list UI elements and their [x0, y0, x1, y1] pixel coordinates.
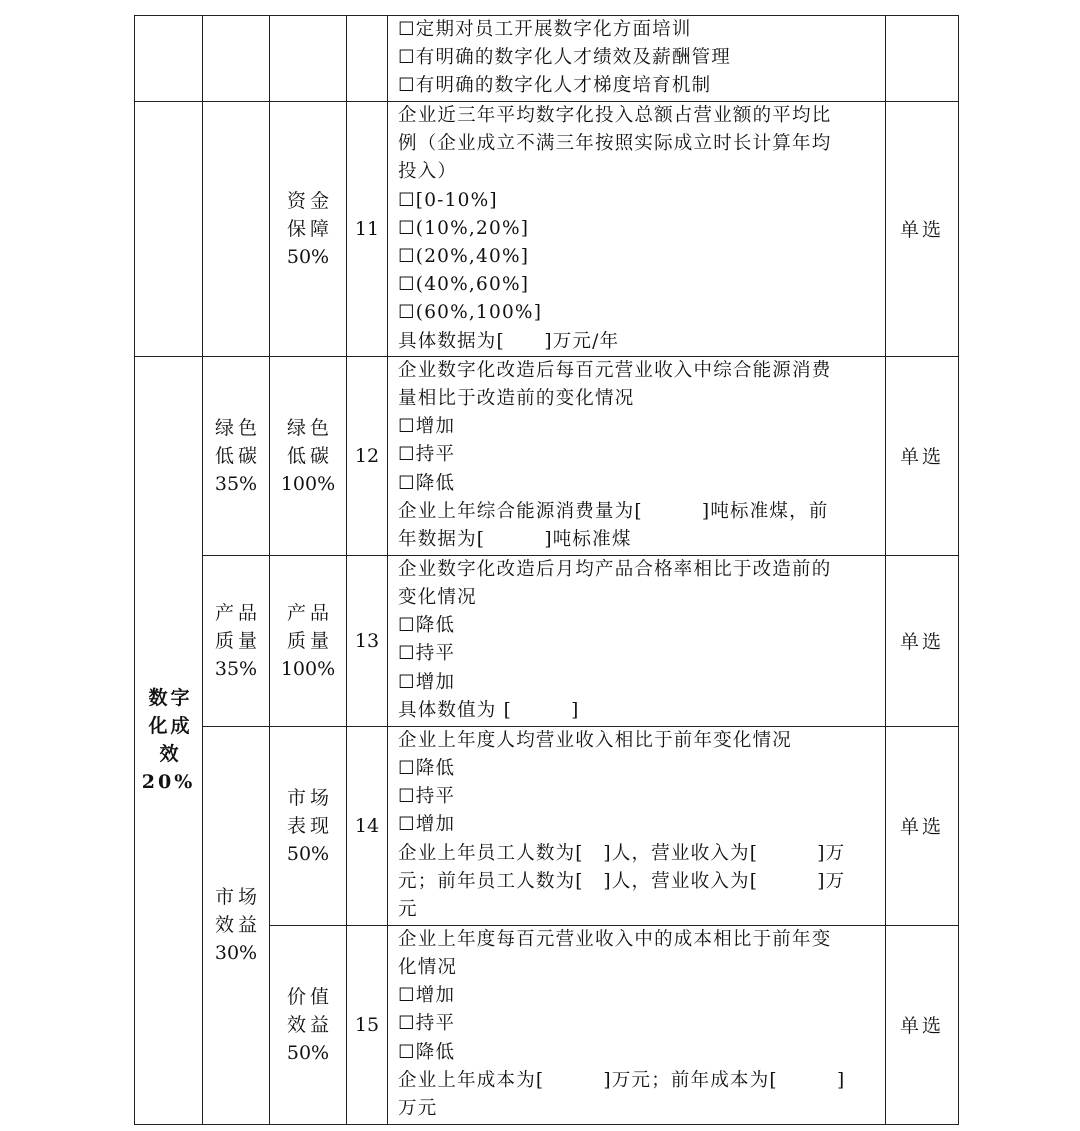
- item-weight: 50%: [286, 1041, 330, 1064]
- option-line: ☐有明确的数字化人才梯度培育机制: [398, 75, 712, 97]
- fill-in-line: 万元: [398, 1098, 438, 1120]
- category-cell-previous: [203, 16, 270, 102]
- option-line: ☐增加: [398, 416, 456, 438]
- question-text: 企业上年度每百元营业收入中的成本相比于前年变: [398, 928, 832, 950]
- option-line: ☐增加: [398, 671, 456, 693]
- item-name-part: 市场: [286, 786, 333, 809]
- category-name-part: 绿色: [214, 416, 261, 439]
- item-weight: 100%: [280, 657, 336, 680]
- option-line: ☐增加: [398, 985, 456, 1007]
- option-line: ☐定期对员工开展数字化方面培训: [398, 19, 692, 40]
- item-name-part: 保障: [286, 217, 333, 240]
- item-cell-15: [270, 925, 347, 1124]
- type-cell-previous: [886, 16, 959, 102]
- fill-in-line: 年数据为[ ]吨标准煤: [398, 529, 632, 551]
- question-text: 企业近三年平均数字化投入总额占营业额的平均比: [398, 105, 832, 126]
- answer-type: 单选: [886, 555, 959, 726]
- item-name-part: 绿色: [286, 416, 333, 439]
- option-line: ☐[0-10%]: [398, 189, 498, 211]
- table-row-12: [135, 356, 959, 555]
- option-line: ☐(40%,60%]: [398, 274, 530, 296]
- option-line: ☐(20%,40%]: [398, 246, 530, 268]
- option-line: ☐降低: [398, 758, 456, 780]
- dimension-name-part: 效: [159, 743, 182, 766]
- table-row-11: [135, 102, 959, 357]
- category-name-part: 市场: [214, 886, 261, 909]
- fill-in-line: 企业上年成本为[ ]万元；前年成本为[ ]: [398, 1069, 846, 1091]
- answer-type: 单选: [886, 356, 959, 555]
- dimension-name-part: 数字: [148, 687, 193, 710]
- question-cell-15: [388, 925, 886, 1124]
- item-cell-previous: [270, 16, 347, 102]
- question-cell-14: [388, 726, 886, 925]
- dimension-weight: 20%: [141, 771, 196, 794]
- item-name-part: 质量: [286, 629, 333, 652]
- question-text: 化情况: [398, 957, 458, 979]
- question-number: 11: [347, 102, 388, 357]
- option-line: ☐降低: [398, 472, 456, 494]
- answer-type: 单选: [886, 726, 959, 925]
- category-cell-12: [203, 356, 270, 555]
- item-cell-11: [270, 102, 347, 357]
- option-line: ☐持平: [398, 786, 456, 808]
- item-weight: 50%: [286, 842, 330, 865]
- question-text: 变化情况: [398, 587, 477, 609]
- category-name-part: 质量: [214, 629, 261, 652]
- question-text: 企业数字化改造后每百元营业收入中综合能源消费: [398, 359, 832, 381]
- question-text: 例（企业成立不满三年按照实际成立时长计算年均: [398, 133, 832, 155]
- dimension-cell-previous: [135, 16, 203, 102]
- question-cell-12: [388, 356, 886, 555]
- item-name-part: 表现: [286, 814, 333, 837]
- item-cell-14: [270, 726, 347, 925]
- question-number: 12: [347, 356, 388, 555]
- item-cell-13: [270, 555, 347, 726]
- question-text: 投入）: [398, 161, 458, 183]
- option-line: ☐(10%,20%]: [398, 217, 530, 239]
- answer-type: 单选: [886, 925, 959, 1124]
- question-cell-13: [388, 555, 886, 726]
- item-name-part: 效益: [286, 1013, 333, 1036]
- fill-in-line: 具体数据为[ ]万元/年: [398, 330, 620, 352]
- option-line: ☐持平: [398, 643, 456, 665]
- item-name-part: 低碳: [286, 444, 333, 467]
- category-weight: 35%: [214, 657, 258, 680]
- question-text: 量相比于改造前的变化情况: [398, 388, 635, 410]
- option-line: ☐降低: [398, 1041, 456, 1063]
- table-row-13: [135, 555, 959, 726]
- category-weight: 35%: [214, 472, 258, 495]
- option-line: ☐增加: [398, 814, 456, 836]
- fill-in-line: 企业上年员工人数为[ ]人，营业收入为[ ]万: [398, 842, 846, 864]
- fill-in-line: 元；前年员工人数为[ ]人，营业收入为[ ]万: [398, 870, 846, 892]
- item-weight: 100%: [280, 472, 336, 495]
- question-number: 15: [347, 925, 388, 1124]
- question-cell-11: [388, 102, 886, 357]
- item-cell-12: [270, 356, 347, 555]
- fill-in-line: 企业上年综合能源消费量为[ ]吨标准煤，前: [398, 500, 829, 522]
- category-cell-previous: [203, 102, 270, 357]
- item-weight: 50%: [286, 245, 330, 268]
- dimension-cell-previous: [135, 102, 203, 357]
- number-cell-previous: [347, 16, 388, 102]
- question-text: 企业上年度人均营业收入相比于前年变化情况: [398, 729, 793, 751]
- category-cell-13: [203, 555, 270, 726]
- survey-table: [134, 15, 959, 1125]
- fill-in-line: 元: [398, 899, 418, 921]
- option-line: ☐持平: [398, 444, 456, 466]
- question-text: 企业数字化改造后月均产品合格率相比于改造前的: [398, 558, 832, 580]
- category-name-part: 产品: [214, 601, 261, 624]
- category-weight: 30%: [214, 942, 258, 965]
- question-cell-10: [388, 16, 886, 102]
- table-row-10-continued: [135, 16, 959, 102]
- table-row-14: [135, 726, 959, 925]
- category-cell-market: [203, 726, 270, 1124]
- fill-in-line: 具体数值为 [ ]: [398, 699, 580, 721]
- dimension-cell: [135, 356, 203, 1124]
- item-name-part: 产品: [286, 601, 333, 624]
- option-line: ☐(60%,100%]: [398, 302, 543, 324]
- item-name-part: 价值: [286, 985, 333, 1008]
- category-name-part: 低碳: [214, 444, 261, 467]
- dimension-name-part: 化成: [148, 715, 193, 738]
- answer-type: 单选: [886, 102, 959, 357]
- question-number: 14: [347, 726, 388, 925]
- option-line: ☐有明确的数字化人才绩效及薪酬管理: [398, 47, 731, 69]
- item-name-part: 资金: [286, 189, 333, 212]
- option-line: ☐降低: [398, 615, 456, 637]
- option-line: ☐持平: [398, 1013, 456, 1035]
- category-name-part: 效益: [214, 914, 261, 937]
- question-number: 13: [347, 555, 388, 726]
